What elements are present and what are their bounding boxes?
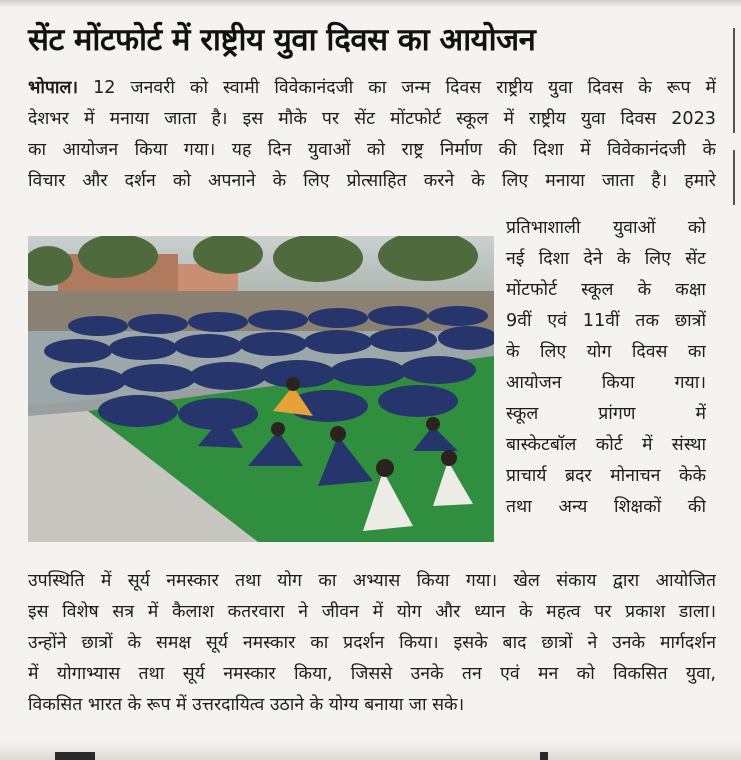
text-line: प्राचार्य ब्रदर मोनाचन केके (506, 466, 706, 486)
column-rule (733, 150, 735, 205)
article-top-paragraph (28, 73, 716, 197)
next-article-fragment (540, 752, 548, 760)
text-line: देशभर में मनाया जाता है। इस मौके पर सेंट मोंटफोर्ट स्कूल में राष्ट्रीय युवा दिवस 2023 (28, 109, 716, 129)
yoga-session-photo (28, 236, 494, 542)
article-side-column (506, 213, 706, 523)
article-bottom-paragraph (28, 566, 716, 721)
photo-illustration (28, 236, 494, 542)
text-line: का आयोजन किया गया। यह दिन युवाओं को राष्ट्र निर्माण की दिशा में विवेकानंदजी के (28, 140, 716, 160)
top-edge-shadow (0, 0, 741, 8)
text-line: में योगाभ्यास तथा सूर्य नमस्कार किया, जिससे उनके तन एवं मन को विकसित युवा, (28, 664, 716, 684)
text-line: नई दिशा देने के लिए सेंट (506, 249, 706, 269)
text-line: स्कूल प्रांगण में (506, 404, 706, 424)
text-line-last: विकसित भारत के रूप में उत्तरदायित्व उठाने के योग्य बनाया जा सके। (28, 695, 465, 715)
text-line: प्रतिभाशाली युवाओं को (506, 218, 706, 238)
text-line: उपस्थिति में सूर्य नमस्कार तथा योग का अभ्यास किया गया। खेल संकाय द्वारा आयोजित (28, 571, 716, 591)
bottom-edge (0, 742, 741, 760)
text-line: आयोजन किया गया। (506, 373, 706, 393)
text-line: बास्केटबॉल कोर्ट में संस्था (506, 435, 706, 455)
text-line: भोपाल। 12 जनवरी को स्वामी विवेकानंदजी का जन्म दिवस राष्ट्रीय युवा दिवस के रूप में (28, 78, 716, 98)
text-line: उन्होंने छात्रों के समक्ष सूर्य नमस्कार का प्रदर्शन किया। इसके बाद छात्रों ने उनके मार्गदर्शन (28, 633, 716, 653)
column-rule (733, 28, 735, 133)
text-line: के लिए योग दिवस का (506, 342, 706, 362)
next-article-fragment (55, 752, 95, 760)
dateline: भोपाल। (28, 78, 79, 98)
text-line: इस विशेष सत्र में कैलाश कतरवारा ने जीवन में योग और ध्यान के महत्व पर प्रकाश डाला। (28, 602, 716, 622)
text-line: विचार और दर्शन को अपनाने के लिए प्रोत्साहित करने के लिए मनाया जाता है। हमारे (28, 171, 716, 191)
text-line: मोंटफोर्ट स्कूल के कक्षा (506, 280, 706, 300)
text-line: 9वीं एवं 11वीं तक छात्रों (506, 311, 706, 331)
headline: सेंट मोंटफोर्ट में राष्ट्रीय युवा दिवस का आयोजन (28, 22, 536, 58)
text-line: तथा अन्य शिक्षकों की (506, 497, 706, 517)
